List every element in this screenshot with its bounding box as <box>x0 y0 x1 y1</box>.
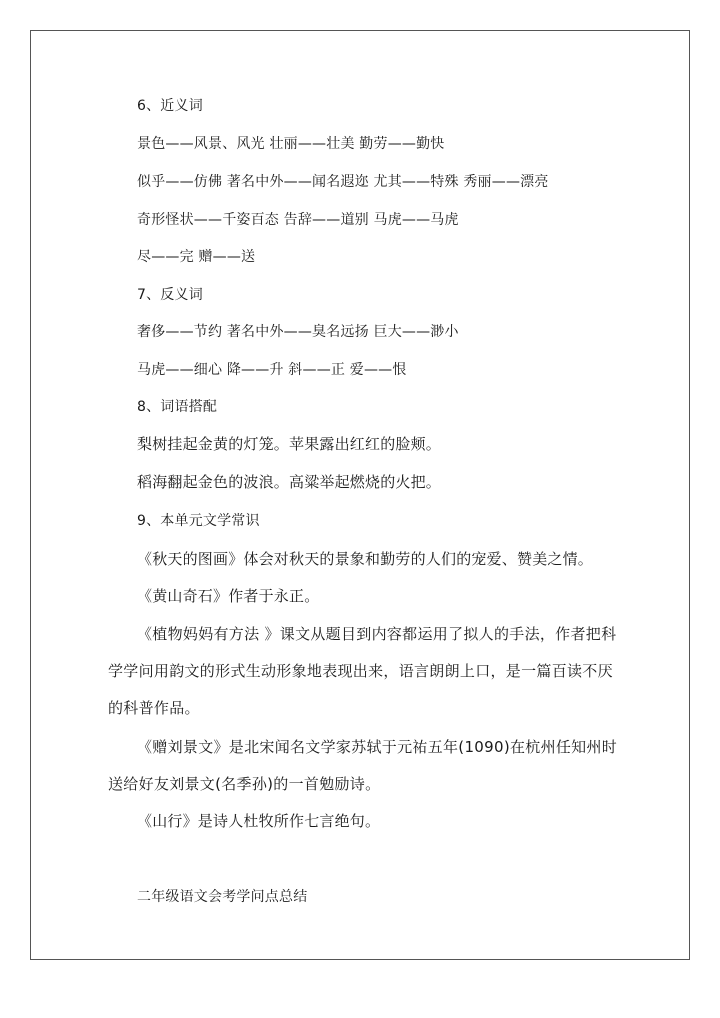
paragraph-plant-mother: 《植物妈妈有方法 》课文从题目到内容都运用了拟人的手法，作者把科学学问用韵文的形式生动形象地表现出来，语言朗朗上口，是一篇百读不厌的科普作品。 <box>108 625 617 717</box>
synonyms-heading: 6、近义词 <box>137 98 203 114</box>
collocation-heading: 8、词语搭配 <box>137 399 218 415</box>
paragraph-zeng-liu-jingwen: 《赠刘景文》是北宋闻名文学家苏轼于元祐五年(1090)在杭州任知州时送给好友刘景文(名季孙)的一首勉励诗。 <box>108 738 618 793</box>
synonym-line-2: 似乎——仿佛 著名中外——闻名遐迩 尤其——特殊 秀丽——漂亮 <box>137 174 549 190</box>
literature-line-2: 《黄山奇石》作者于永正。 <box>137 587 320 605</box>
synonym-line-3: 奇形怪状——千姿百态 告辞——道别 马虎——马虎 <box>137 212 459 228</box>
literature-line-1: 《秋天的图画》体会对秋天的景象和勤劳的人们的宠爱、赞美之情。 <box>137 550 594 568</box>
antonym-line-2: 马虎——细心 降——升 斜——正 爱——恨 <box>137 362 407 378</box>
collocation-line-1: 梨树挂起金黄的灯笼。苹果露出红红的脸颊。 <box>137 435 442 453</box>
literature-heading: 9、本单元文学常识 <box>137 513 260 529</box>
collocation-line-2: 稻海翻起金色的波浪。高粱举起燃烧的火把。 <box>137 473 442 491</box>
synonym-line-4: 尽——完 赠——送 <box>137 249 256 265</box>
footer-title: 二年级语文会考学问点总结 <box>137 889 308 905</box>
antonyms-heading: 7、反义词 <box>137 287 203 303</box>
antonym-line-1: 奢侈——节约 著名中外——臭名远扬 巨大——渺小 <box>137 324 459 340</box>
shanxing-line: 《山行》是诗人杜牧所作七言绝句。 <box>137 812 381 830</box>
synonym-line-1: 景色——风景、风光 壮丽——壮美 勤劳——勤快 <box>137 136 445 152</box>
